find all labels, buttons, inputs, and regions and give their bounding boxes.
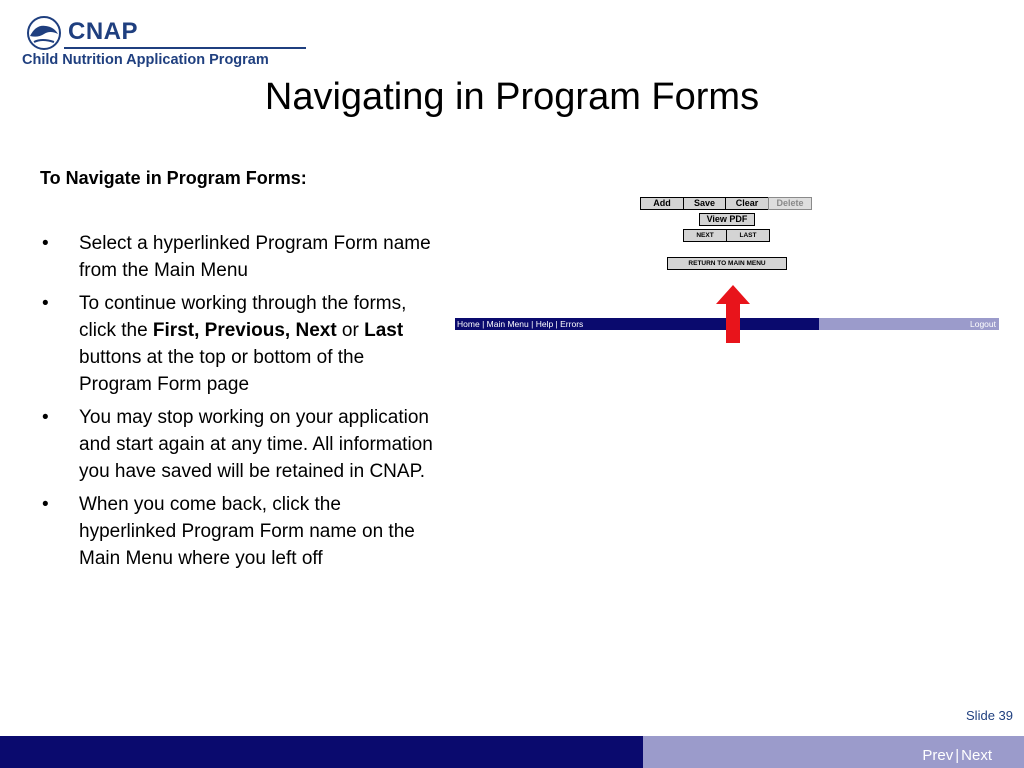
bullet-text-bold-last: Last: [364, 320, 404, 341]
up-arrow-icon: [716, 285, 750, 345]
list-item: [40, 491, 435, 572]
view-pdf-button[interactable]: View PDF: [699, 213, 755, 226]
return-to-main-menu-button[interactable]: RETURN TO MAIN MENU: [667, 257, 787, 270]
app-nav-links: [457, 319, 583, 329]
bullet-text-post: buttons at the top or bottom of the Program Form page: [79, 347, 365, 395]
logout-link[interactable]: Logout: [970, 319, 996, 329]
bullet-symbol: •: [42, 494, 49, 515]
nav-link-main-menu[interactable]: Main Menu: [486, 319, 529, 329]
cnap-logo: [20, 14, 310, 72]
pager-row: [683, 229, 770, 242]
nav-link-help[interactable]: Help: [535, 319, 554, 329]
bullet-symbol: •: [42, 293, 49, 314]
nav-separator: |: [482, 319, 485, 329]
pdf-row: [699, 213, 755, 226]
nav-separator: |: [555, 319, 558, 329]
delete-button[interactable]: Delete: [768, 197, 812, 210]
return-row: [667, 257, 787, 270]
logo-abbreviation: CNAP: [68, 18, 139, 45]
cnap-emblem-icon: [24, 16, 64, 50]
next-link[interactable]: Next: [961, 747, 992, 764]
bullet-text-bold-buttons: First, Previous, Next: [152, 320, 337, 341]
footer-navigation: [922, 747, 992, 764]
bullet-text-mid: or: [336, 320, 365, 341]
bullet-symbol: •: [42, 407, 49, 428]
slide-number: Slide 39: [966, 708, 1013, 723]
slide-title: Navigating in Program Forms: [264, 76, 760, 118]
logo-divider: [64, 47, 306, 49]
bullet-text: When you come back, click the hyperlinked Program Form name on the Main Menu where you left off: [79, 494, 415, 569]
bullet-symbol: •: [42, 233, 49, 254]
app-nav-right-panel: [819, 318, 999, 330]
bullet-text-pre: To continue working through the forms, click the: [79, 293, 407, 341]
nav-separator: |: [531, 319, 534, 329]
add-button[interactable]: Add: [640, 197, 684, 210]
list-item: [40, 290, 435, 398]
bullet-text: Select a hyperlinked Program Form name from the Main Menu: [79, 233, 431, 281]
section-subheading: To Navigate in Program Forms:: [40, 168, 307, 188]
logo-full-name: Child Nutrition Application Program: [22, 52, 269, 68]
bullet-text: You may stop working on your application and start again at any time. All information you have saved will be retained in CNAP.: [79, 407, 433, 482]
nav-link-errors[interactable]: Errors: [560, 319, 584, 329]
next-button[interactable]: NEXT: [683, 229, 727, 242]
footer-nav-separator: |: [955, 747, 960, 764]
footer-bar: [0, 736, 1024, 768]
last-button[interactable]: LAST: [726, 229, 770, 242]
instruction-list: [40, 230, 435, 578]
nav-link-home[interactable]: Home: [457, 319, 480, 329]
footer-right-panel: [643, 736, 1024, 768]
list-item: [40, 404, 435, 485]
list-item: [40, 230, 435, 284]
form-toolbar: [640, 197, 812, 210]
clear-button[interactable]: Clear: [725, 197, 769, 210]
save-button[interactable]: Save: [683, 197, 726, 210]
prev-link[interactable]: Prev: [922, 747, 954, 764]
